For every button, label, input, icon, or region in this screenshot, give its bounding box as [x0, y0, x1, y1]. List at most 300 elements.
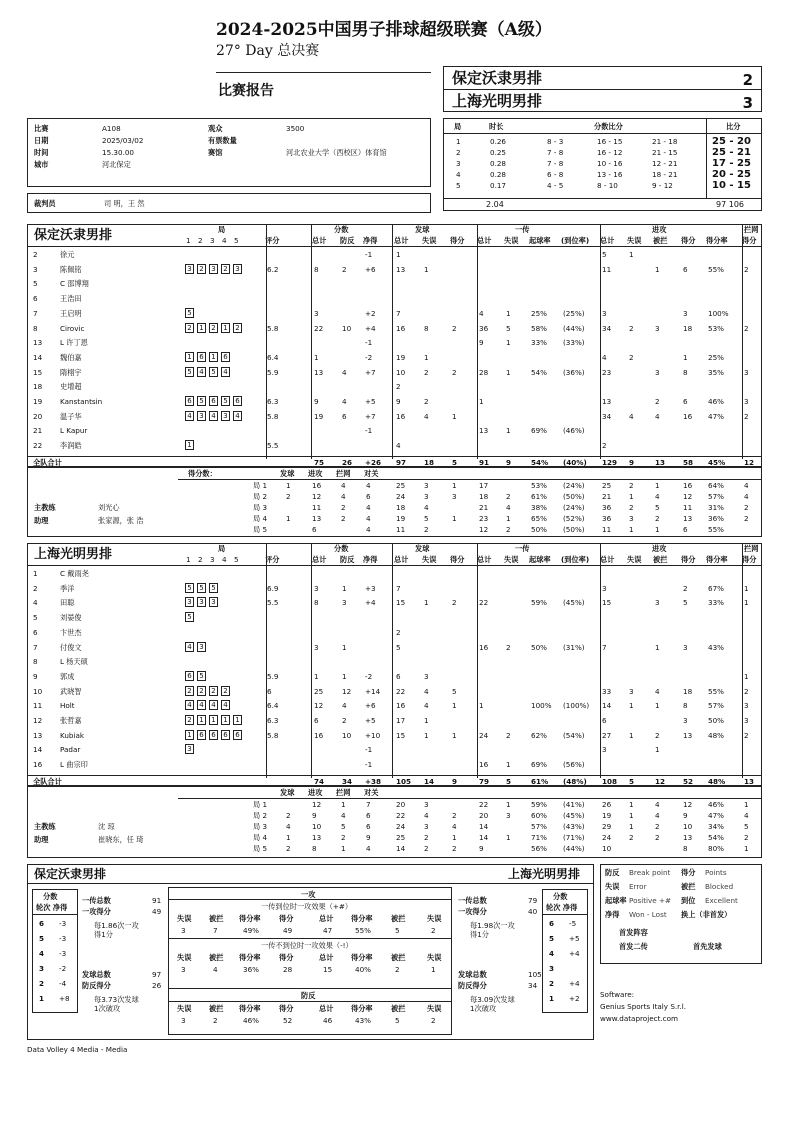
summary-away-name: 上海光明男排 [508, 867, 581, 881]
set-position: 1 [185, 352, 194, 362]
stat-net: +3 [365, 583, 376, 593]
stat-rpp: (54%) [563, 730, 585, 740]
mid-value: 1 [431, 965, 436, 974]
total-rpp: (40%) [563, 457, 587, 467]
legend-term: 失误 [605, 882, 620, 891]
set-cell: 18 - 21 [652, 170, 678, 179]
stat-pt: 8 [314, 598, 319, 608]
stat-bp: 4 [342, 701, 347, 711]
legend-term: 被拦 [681, 882, 696, 891]
set-block-pts: 2 [341, 514, 346, 523]
col-header: 比分 [726, 122, 741, 131]
stat-sp: 5 [452, 686, 457, 696]
info-label: 观众 [208, 124, 223, 133]
set-stat-ap: 12 [683, 800, 693, 809]
set-stat-sv: 25 [396, 833, 406, 842]
stat-net: +10 [365, 730, 381, 740]
set-stat-bk: 4 [744, 481, 749, 490]
player-name: L 曲宗印 [60, 760, 88, 770]
total-se: 18 [424, 457, 435, 467]
player-number: 7 [33, 642, 38, 652]
stat-apct: 43% [708, 642, 724, 652]
set-position: 1 [209, 352, 218, 362]
stat-bk: 3 [744, 701, 749, 711]
coach-name: 刘光心 [98, 503, 120, 512]
total-sv: 105 [396, 776, 412, 786]
set-stat-ae: 3 [629, 514, 634, 523]
set-stat-rpp: (52%) [563, 514, 585, 523]
set-stat-rpp: (45%) [563, 811, 585, 820]
set-stat-ae: 2 [629, 481, 634, 490]
stat-at: 11 [602, 264, 612, 274]
stat-se: 1 [424, 352, 429, 362]
stat-net: +6 [365, 264, 376, 274]
serve-header: 发球 [415, 225, 430, 234]
sub-header: 失误 [504, 236, 519, 245]
set-cell: 5 [456, 181, 461, 190]
mid-header: 总计 [319, 914, 334, 923]
mid-value: 3 [181, 965, 186, 974]
set-position: 6 [209, 730, 218, 740]
set-cell: 0.28 [490, 159, 507, 168]
set-opp-err: 4 [366, 514, 371, 523]
player-name: Kanstantsin [60, 397, 103, 406]
set-position: 5 [197, 671, 206, 681]
stat-pt: 25 [314, 686, 324, 696]
mid-header: 被拦 [391, 914, 406, 923]
legend-term: 得分 [681, 868, 696, 877]
sub-header: 起球率 [529, 236, 551, 245]
stat-ae: 2 [629, 323, 634, 333]
report-title: 比赛报告 [218, 83, 274, 99]
assistant-label: 助理 [34, 516, 49, 525]
rotation-number: 5 [39, 934, 45, 943]
stat-sv: 16 [396, 411, 406, 421]
mid-value: 2 [431, 926, 436, 935]
spectators: 3500 [286, 124, 305, 133]
player-number: 3 [33, 264, 38, 274]
stat-apct: 46% [708, 397, 724, 406]
stat-net: +5 [365, 716, 376, 725]
player-name: L 许丁恩 [60, 338, 88, 348]
player-name: 李润皓 [60, 441, 82, 451]
sub-header: 得分 [681, 236, 696, 245]
stat-rt: 22 [479, 598, 489, 608]
total-net: +26 [365, 457, 382, 467]
stat-rt: 1 [479, 397, 484, 406]
stat-se: 2 [424, 397, 429, 406]
sub-header: 总计 [477, 555, 492, 564]
set-stat-se: 3 [424, 822, 429, 831]
set-serve-pts: 2 [286, 811, 291, 820]
stat-rp: 58% [531, 323, 547, 333]
stat-sv: 16 [396, 323, 406, 333]
set-stat-se: 2 [424, 525, 429, 534]
stat-pt: 12 [314, 701, 324, 711]
rule [444, 198, 761, 199]
column-rule [392, 544, 393, 778]
stat-sv: 5 [396, 642, 401, 652]
total-sv: 97 [396, 457, 407, 467]
stat-apct: 55% [708, 264, 724, 274]
player-name: Kubiak [60, 730, 85, 740]
player-name: 徐元 [60, 250, 75, 259]
set-stat-ab: 2 [655, 514, 660, 523]
set-stat-at: 10 [602, 844, 612, 853]
set-stat-ap: 9 [683, 811, 688, 820]
player-name: Cirovic [60, 323, 85, 333]
sub-header: 总计 [600, 555, 615, 564]
stat-re: 1 [506, 338, 511, 348]
team-name: 保定沃隶男排 [34, 228, 113, 243]
score-header: 分数 [334, 544, 349, 553]
stat-vote: 6.2 [267, 264, 279, 274]
set-position: 5 [185, 308, 194, 318]
sub-header: 得分 [742, 555, 757, 564]
stat-rt: 16 [479, 642, 489, 652]
stat-rpp: (31%) [563, 642, 585, 652]
rotation-number: 3 [39, 964, 45, 973]
player-number: 20 [33, 411, 43, 421]
set-stat-re: 3 [506, 811, 511, 820]
stat-apct: 100% [708, 308, 729, 318]
stat-bk: 1 [744, 671, 749, 681]
set-stat-se: 4 [424, 503, 429, 512]
away-set-stats [27, 786, 762, 858]
stat-sv: 13 [396, 264, 406, 274]
set-position: 2 [209, 686, 218, 696]
stat-vote: 6 [267, 686, 272, 696]
set-stat-rp: 38% [531, 503, 547, 512]
set-position: 1 [221, 715, 230, 725]
break-note: 每3.09次发球 1次破攻 [470, 995, 515, 1013]
set-cell: 1 [456, 137, 461, 146]
set-attack-pts: 12 [312, 800, 322, 809]
software-name: Genius Sports Italy S.r.l. [600, 1002, 687, 1011]
stat-at: 15 [602, 598, 612, 608]
serve-label: 发球总数 [82, 970, 111, 979]
stat-rt: 28 [479, 367, 489, 377]
referee-label: 裁判员 [34, 199, 56, 208]
mid-value: 40% [355, 965, 371, 974]
set-position: 3 [233, 264, 242, 274]
player-number: 16 [33, 760, 43, 770]
info-label: 赛馆 [208, 148, 223, 157]
stat-ap: 2 [683, 583, 688, 593]
rule [28, 246, 761, 247]
sub-header: 得分率 [706, 555, 728, 564]
set-stat-at: 21 [602, 492, 612, 501]
team-score-box [443, 66, 762, 112]
legend-desc: Positive +# [629, 896, 672, 905]
set-position: 6 [221, 352, 230, 362]
rule [169, 1001, 451, 1002]
stat-ab: 1 [655, 701, 660, 711]
set-stat-rt: 22 [479, 800, 489, 809]
column-rule [477, 225, 478, 459]
stat-at: 3 [602, 308, 607, 318]
set-stat-sp: 4 [452, 822, 457, 831]
set-position: 2 [221, 264, 230, 274]
total-at: 108 [602, 776, 618, 786]
total-net: +38 [365, 776, 382, 786]
col-header: 时长 [489, 122, 504, 131]
set-label: 局 4 [253, 514, 268, 523]
set-stat-rt: 9 [479, 844, 484, 853]
rotation-net: -4 [59, 979, 67, 988]
stat-bp: 4 [342, 367, 347, 377]
set-stat-bk: 4 [744, 492, 749, 501]
rotation-net: +2 [569, 994, 580, 1003]
points-label: 得分数： [188, 469, 217, 478]
player-name: 卞世杰 [60, 627, 82, 637]
set-stat-re: 4 [506, 503, 511, 512]
rotation-net: +8 [59, 994, 70, 1003]
rotation-number: 4 [39, 949, 45, 958]
set-stat-ab: 4 [655, 800, 660, 809]
mid-value: 46 [323, 1016, 333, 1025]
stat-sv: 7 [396, 583, 401, 593]
player-name: 季洋 [60, 583, 75, 593]
summary-home-name: 保定沃隶男排 [34, 867, 107, 881]
sub-header: 防反 [340, 555, 355, 564]
set-serve-pts: 4 [286, 822, 291, 831]
info-label: 城市 [34, 160, 49, 169]
bp-label: 防反得分 [82, 981, 111, 990]
player-number: 12 [33, 716, 43, 725]
stat-net: -1 [365, 760, 373, 770]
set-stat-rpp: (24%) [563, 481, 585, 490]
mid-header: 总计 [319, 953, 334, 962]
mid-header: 得分 [279, 953, 294, 962]
stat-rp: 69% [531, 426, 547, 436]
software-label: Software: [600, 990, 635, 999]
info-label: 有票数量 [208, 136, 237, 145]
stat-sp: 1 [452, 411, 457, 421]
set-cell: 16 - 12 [597, 148, 623, 157]
set-position: 5 [185, 612, 194, 622]
stat-at: 7 [602, 642, 607, 652]
stat-ap: 8 [683, 701, 688, 711]
set-stat-apct: 46% [708, 800, 724, 809]
set-block-pts: 4 [341, 481, 346, 490]
stat-rp: 33% [531, 338, 547, 348]
mid-header: 得分率 [351, 953, 373, 962]
stat-bk: 2 [744, 411, 749, 421]
stat-bk: 2 [744, 730, 749, 740]
column-rule [311, 544, 312, 778]
points-col-header: 拦网 [336, 788, 351, 797]
set-cell: 0.25 [490, 148, 507, 157]
set-stat-bk: 1 [744, 800, 749, 809]
set-position: 6 [185, 396, 194, 406]
totals-label: 全队合计 [33, 457, 62, 467]
set-position: 1 [197, 323, 206, 333]
stat-sv: 4 [396, 441, 401, 451]
set-number: 5 [234, 236, 239, 245]
set-stat-at: 24 [602, 833, 612, 842]
legend-desc: Break point [629, 868, 671, 877]
stat-ae: 3 [629, 686, 634, 696]
total-time: 2.04 [486, 200, 504, 209]
stat-ap: 3 [683, 716, 688, 725]
legend-desc: Blocked [705, 882, 734, 891]
set-stat-sv: 18 [396, 503, 406, 512]
stat-rp: 54% [531, 367, 547, 377]
set-label: 局 5 [253, 525, 268, 534]
set-stat-rp: 57% [531, 822, 547, 831]
set-opp-err: 4 [366, 503, 371, 512]
player-name: L 杨天硕 [60, 657, 88, 667]
set-cell: 21 - 18 [652, 137, 678, 146]
mid-header: 得分 [279, 1004, 294, 1013]
total-points: 97 106 [716, 200, 744, 209]
set-stat-se: 2 [424, 844, 429, 853]
set-stat-se: 5 [424, 514, 429, 523]
rotation-net: -5 [569, 919, 577, 928]
sub-header: 总计 [394, 555, 409, 564]
legend-term: 首发阵容 [619, 928, 648, 937]
stat-at: 34 [602, 411, 612, 421]
mid-header: 得分率 [239, 1004, 261, 1013]
total-ap: 52 [683, 776, 694, 786]
stat-at: 23 [602, 367, 612, 377]
set-position: 3 [197, 411, 206, 421]
stat-rpp: (36%) [563, 367, 585, 377]
away-team-name: 上海光明男排 [452, 92, 543, 110]
set-stat-sv: 14 [396, 844, 406, 853]
mid-value: 36% [243, 965, 259, 974]
serve-label: 发球总数 [458, 970, 487, 979]
break-note: 每3.73次发球 1次破攻 [94, 995, 139, 1013]
set-attack-pts: 16 [312, 481, 322, 490]
set-position: 4 [221, 700, 230, 710]
set-stat-se: 2 [424, 833, 429, 842]
total-bk: 13 [744, 776, 755, 786]
set-stat-ap: 12 [683, 492, 693, 501]
total-bp: 26 [342, 457, 353, 467]
set-position: 1 [233, 715, 242, 725]
player-number: 10 [33, 686, 43, 696]
legend-term: 净得 [605, 910, 620, 919]
mid-header: 失误 [427, 914, 442, 923]
stat-at: 14 [602, 701, 612, 711]
sub-header: 防反 [340, 236, 355, 245]
stat-se: 1 [424, 730, 429, 740]
stat-sv: 2 [396, 627, 401, 637]
stat-ae: 1 [629, 250, 634, 259]
mid-value: 7 [213, 926, 218, 935]
stat-net: -1 [365, 338, 373, 348]
stat-rt: 1 [479, 701, 484, 711]
set-stat-se: 3 [424, 481, 429, 490]
set-stat-rp: 71% [531, 833, 547, 842]
player-name: 武晓智 [60, 686, 82, 696]
set-label: 局 3 [253, 822, 268, 831]
stat-net: -1 [365, 250, 373, 259]
rule [178, 798, 761, 799]
player-name: 付俊文 [60, 642, 82, 652]
set-position: 4 [197, 367, 206, 377]
set-position: 1 [221, 323, 230, 333]
legend-desc: Excellent [705, 896, 738, 905]
stat-bp: 10 [342, 730, 352, 740]
mid-header: 得分 [279, 914, 294, 923]
total-ab: 13 [655, 457, 666, 467]
set-stat-at: 26 [602, 800, 612, 809]
player-number: 9 [33, 671, 38, 681]
set-label: 局 4 [253, 833, 268, 842]
player-number: 11 [33, 701, 43, 711]
rotation-net: -3 [59, 919, 67, 928]
total-at: 129 [602, 457, 618, 467]
set-stat-rp: 61% [531, 492, 547, 501]
total-ap: 58 [683, 457, 694, 467]
set-stat-bk: 2 [744, 503, 749, 512]
set-number: 4 [222, 555, 227, 564]
column-rule [742, 225, 743, 459]
stat-bp: 1 [342, 642, 347, 652]
sub-header: 被拦 [653, 236, 668, 245]
mid-header: 得分率 [351, 1004, 373, 1013]
score-header: 分数 [553, 892, 568, 901]
set-stat-ab: 4 [655, 492, 660, 501]
set-stat-sp: 3 [452, 492, 457, 501]
player-name: 王启明 [60, 308, 82, 318]
stat-net: +4 [365, 323, 376, 333]
set-attack-pts: 11 [312, 503, 322, 512]
points-col-header: 对关 [364, 469, 379, 478]
set-serve-pts: 1 [286, 833, 291, 842]
points-col-header: 发球 [280, 469, 295, 478]
break-title: 防反 [301, 991, 316, 1000]
set-cell: 4 - 5 [547, 181, 564, 190]
set-stat-ae: 1 [629, 800, 634, 809]
set-label: 局 3 [253, 503, 268, 512]
set-stat-re: 1 [506, 833, 511, 842]
stat-pt: 22 [314, 323, 324, 333]
total-rp: 54% [531, 457, 549, 467]
set-position: 1 [185, 440, 194, 450]
stat-vote: 5.5 [267, 598, 279, 608]
set-stat-ae: 1 [629, 811, 634, 820]
stat-ab: 4 [655, 411, 660, 421]
player-name: L Kapur [60, 426, 88, 436]
sub-header: 总计 [394, 236, 409, 245]
rotation-net: +5 [569, 934, 580, 943]
stat-se: 1 [424, 598, 429, 608]
stat-sv: 2 [396, 382, 401, 392]
stat-apct: 67% [708, 583, 724, 593]
stat-net: +5 [365, 397, 376, 406]
rule [28, 565, 761, 566]
stat-bk: 2 [744, 686, 749, 696]
player-number: 22 [33, 441, 43, 451]
rotation-net: -3 [59, 949, 67, 958]
stat-vote: 5.8 [267, 411, 279, 421]
set-stat-ap: 6 [683, 525, 688, 534]
stat-net: +6 [365, 701, 376, 711]
stat-net: -1 [365, 745, 373, 755]
set-stat-se: 3 [424, 492, 429, 501]
set-stat-ae: 1 [629, 492, 634, 501]
set-stat-rp: 56% [531, 844, 547, 853]
set-stat-rpp: (50%) [563, 525, 585, 534]
set-label: 局 1 [253, 481, 268, 490]
stat-pt: 19 [314, 411, 324, 421]
stat-rt: 24 [479, 730, 489, 740]
sub-header: 得分 [450, 236, 465, 245]
